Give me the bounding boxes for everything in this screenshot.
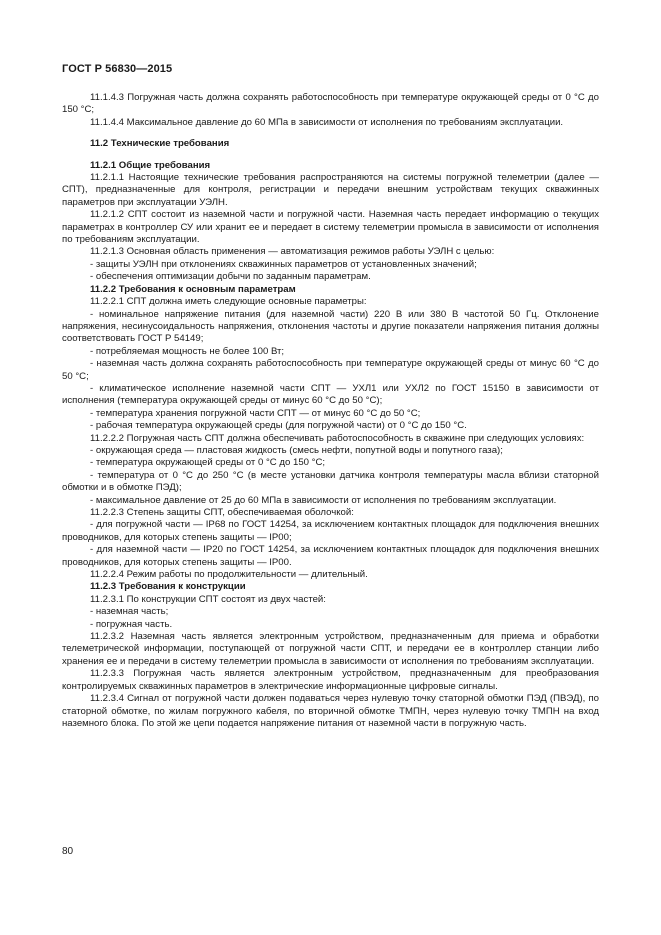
section-heading: 11.2.3 Требования к конструкции [90, 581, 246, 593]
paragraph: 11.2.2.1 СПТ должна иметь следующие основные параметры: [90, 296, 367, 308]
paragraph: 11.2.3.2 Наземная часть является электронным устройством, предназначенным для приема и обработки телеметрической информации, поступающей от погружной части СПТ, и передачи ее в контроллер станции либо хранения ее и передачи в систему телеметрии промысла в зависимости от исполнения по требованиям эксплуатации. [62, 631, 599, 667]
paragraph: 11.2.2.4 Режим работы по продолжительности — длительный. [90, 569, 368, 581]
paragraph: - для наземной части — IP20 по ГОСТ 14254, за исключением контактных площадок для подключения внешних проводников, для которых степень защиты — IP00. [62, 544, 599, 568]
paragraph: - температура от 0 °С до 250 °С (в месте установки датчика контроля температуры масла вблизи статорной обмотки и в обмотке ПЭД); [62, 469, 599, 494]
paragraph: 11.1.4.4 Максимальное давление до 60 МПа в зависимости от исполнения по требованиям эксплуатации. [90, 116, 564, 128]
paragraph: - погружная часть. [90, 618, 173, 630]
paragraph: 11.2.1.1 Настоящие технические требования распространяются на системы погружной телеметрии (далее — СПТ), предназначенные для контроля, регистрации и передачи внешним устройствам текущих скважинных параметров при эксплуатации УЭЛН. [62, 172, 599, 208]
paragraph: 11.2.3.4 Сигнал от погружной части должен подаваться через нулевую точку статорной обмотки ПЭД (ПВЭД), по статорной обмотке, по жилам погружного кабеля, по вторичной обмотке ТМПН, через нулевую точку ТМПН на вход наземного блока. По этой же цепи подается напряжение питания от наземной части в погружную часть. [62, 693, 599, 729]
paragraph: 11.2.2.3 Степень защиты СПТ, обеспечиваемая оболочкой: [90, 507, 354, 518]
paragraph: - обеспечения оптимизации добычи по заданным параметрам. [90, 271, 371, 283]
paragraph: - температура окружающей среды от 0 °С до 150 °С; [90, 457, 326, 469]
paragraph: - наземная часть; [90, 606, 169, 618]
section-heading: 11.2.1 Общие требования [90, 159, 211, 171]
section-heading: 11.2 Технические требования [90, 138, 230, 150]
section-heading: 11.2.2 Требования к основным параметрам [90, 283, 296, 295]
paragraph: - защиты УЭЛН при отклонениях скважинных параметров от установленных значений; [90, 258, 477, 270]
paragraph: 11.1.4.3 Погружная часть должна сохранять работоспособность при температуре окружающей среды от 0 °С до 150 °С; [62, 92, 599, 116]
paragraph: 11.2.1.3 Основная область применения — автоматизация режимов работы УЭЛН с целью: [90, 246, 495, 258]
paragraph: - потребляемая мощность не более 100 Вт; [90, 345, 285, 357]
paragraph: - температура хранения погружной части СПТ — от минус 60 °С до 50 °С; [90, 407, 421, 419]
paragraph: - номинальное напряжение питания (для наземной части) 220 В или 380 В частотой 50 Гц. Отклонение напряжения, несинусоидальность напряжения, отклонения частоты и другие показатели напряжения питания должны соответствовать ГОСТ Р 54149; [62, 308, 599, 345]
paragraph: 11.2.3.3 Погружная часть является электронным устройством, предназначенным для преобразования контролируемых скважинных параметров в электрические информационные цифровые сигналы. [62, 668, 599, 692]
paragraph: - рабочая температура окружающей среды (для погружной части) от 0 °С до 150 °С. [90, 420, 467, 432]
paragraph: 11.2.3.1 По конструкции СПТ состоят из двух частей: [90, 593, 326, 605]
paragraph: 11.2.2.2 Погружная часть СПТ должна обеспечивать работоспособность в скважине при следующих условиях: [90, 432, 585, 444]
paragraph: 11.2.1.2 СПТ состоит из наземной части и погружной части. Наземная часть передает информацию о текущих параметрах в контроллер СУ или хранит ее и передает в систему телеметрии промысла в зависимости от исполнения по требованиям эксплуатации. [62, 209, 599, 246]
paragraph: - климатическое исполнение наземной части СПТ — УХЛ1 или УХЛ2 по ГОСТ 15150 в зависимости от исполнения (температура окружающей среды от минус 60 °С до 50 °С); [62, 382, 599, 407]
paragraph: - для погружной части — IP68 по ГОСТ 14254, за исключением контактных площадок для подключения внешних проводников, для которых степень защиты — IP00; [62, 519, 599, 543]
paragraph: - окружающая среда — пластовая жидкость (смесь нефти, попутной воды и попутного газа); [90, 444, 503, 456]
document-header: ГОСТ Р 56830—2015 [62, 63, 173, 75]
paragraph: - максимальное давление от 25 до 60 МПа в зависимости от исполнения по требованиям эксплуатации. [90, 494, 557, 506]
document-body [62, 92, 599, 730]
paragraph: - наземная часть должна сохранять работоспособность при температуре окружающей среды от минус 60 °С до 50 °С; [62, 358, 599, 382]
page-number: 80 [62, 846, 74, 857]
